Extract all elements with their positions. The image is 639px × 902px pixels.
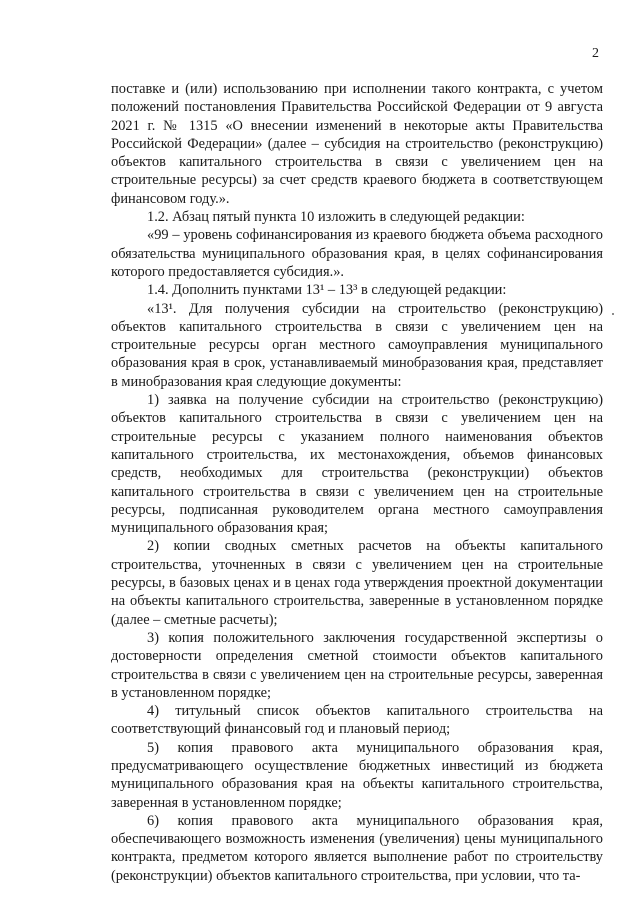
list-item-1: 1) заявка на получение субсидии на строительство (реконструкцию) объектов капитального строительства в связи с увеличением цен на строительные ресурсы с указанием полного наименования объектов капитального строительства, их местонахождения, объемов финансовых средств, необходимых для строительства (реконструкции) объектов капитального строительства в связи с увеличением цен на строительные ресурсы, подписанная руководителем органа местного самоуправления муниципального образования края; [111,392,603,537]
paragraph-quote-99: «99 – уровень софинансирования из краевого бюджета объема расходного обязательства муниципального образования края, в целях софинансирования которого предоставляется субсидия.». [111,227,603,280]
paragraph-item-1-2: 1.2. Абзац пятый пункта 10 изложить в следующей редакции: [147,209,525,226]
paragraph-13-1: «13¹. Для получения субсидии на строительство (реконструкцию) объектов капитального строительства в связи с увеличением цен на строительные ресурсы орган местного самоуправления муниципального образования края в срок, устанавливаемый минобразования края, представляет в минобразования края следующие документы: [111,300,603,390]
document-body [111,80,603,885]
list-item-3: 3) копия положительного заключения государственной экспертизы о достоверности определения сметной стоимости объектов капитального строительства в связи с увеличением цен на строительные ресурсы, заверенная в установленном порядке; [111,629,603,701]
list-item-6: 6) копия правового акта муниципального образования края, обеспечивающего возможность изменения (увеличения) цены муниципального контракта, предметом которого является выполнение работ по строительству (реконструкции) объектов капитального строительства, при условии, что та- [111,812,603,884]
list-item-5: 5) копия правового акта муниципального образования края, предусматривающего осуществление бюджетных инвестиций из бюджета муниципального образования края на объекты капитального строительства, заверенная в установленном порядке; [111,739,603,811]
paragraph-item-1-3: 1.4. Дополнить пунктами 13¹ – 13³ в следующей редакции: [147,282,507,299]
list-item-2: 2) копии сводных сметных расчетов на объекты капитального строительства, уточненных в связи с увеличением цен на строительные ресурсы, в базовых ценах и в ценах года утверждения проектной документации на объекты капитального строительства, заверенные в установленном порядке (далее – сметные расчеты); [111,538,603,628]
list-item-4: 4) титульный список объектов капитального строительства на соответствующий финансовый год и плановый период; [111,703,603,738]
page-number: 2 [592,46,599,61]
paragraph-continuation: поставке и (или) использованию при исполнении такого контракта, с учетом положений постановления Правительства Российской Федерации от 9 августа 2021 г. № 1315 «О внесении изменений в некоторые акты Правительства Российской Федерации» (далее – субсидия на строительство (реконструкцию) объектов капитального строительства в связи с увеличением цен на строительные ресурсы) за счет средств краевого бюджета в соответствующем финансовом году.». [111,81,603,207]
scan-speck [612,313,614,315]
